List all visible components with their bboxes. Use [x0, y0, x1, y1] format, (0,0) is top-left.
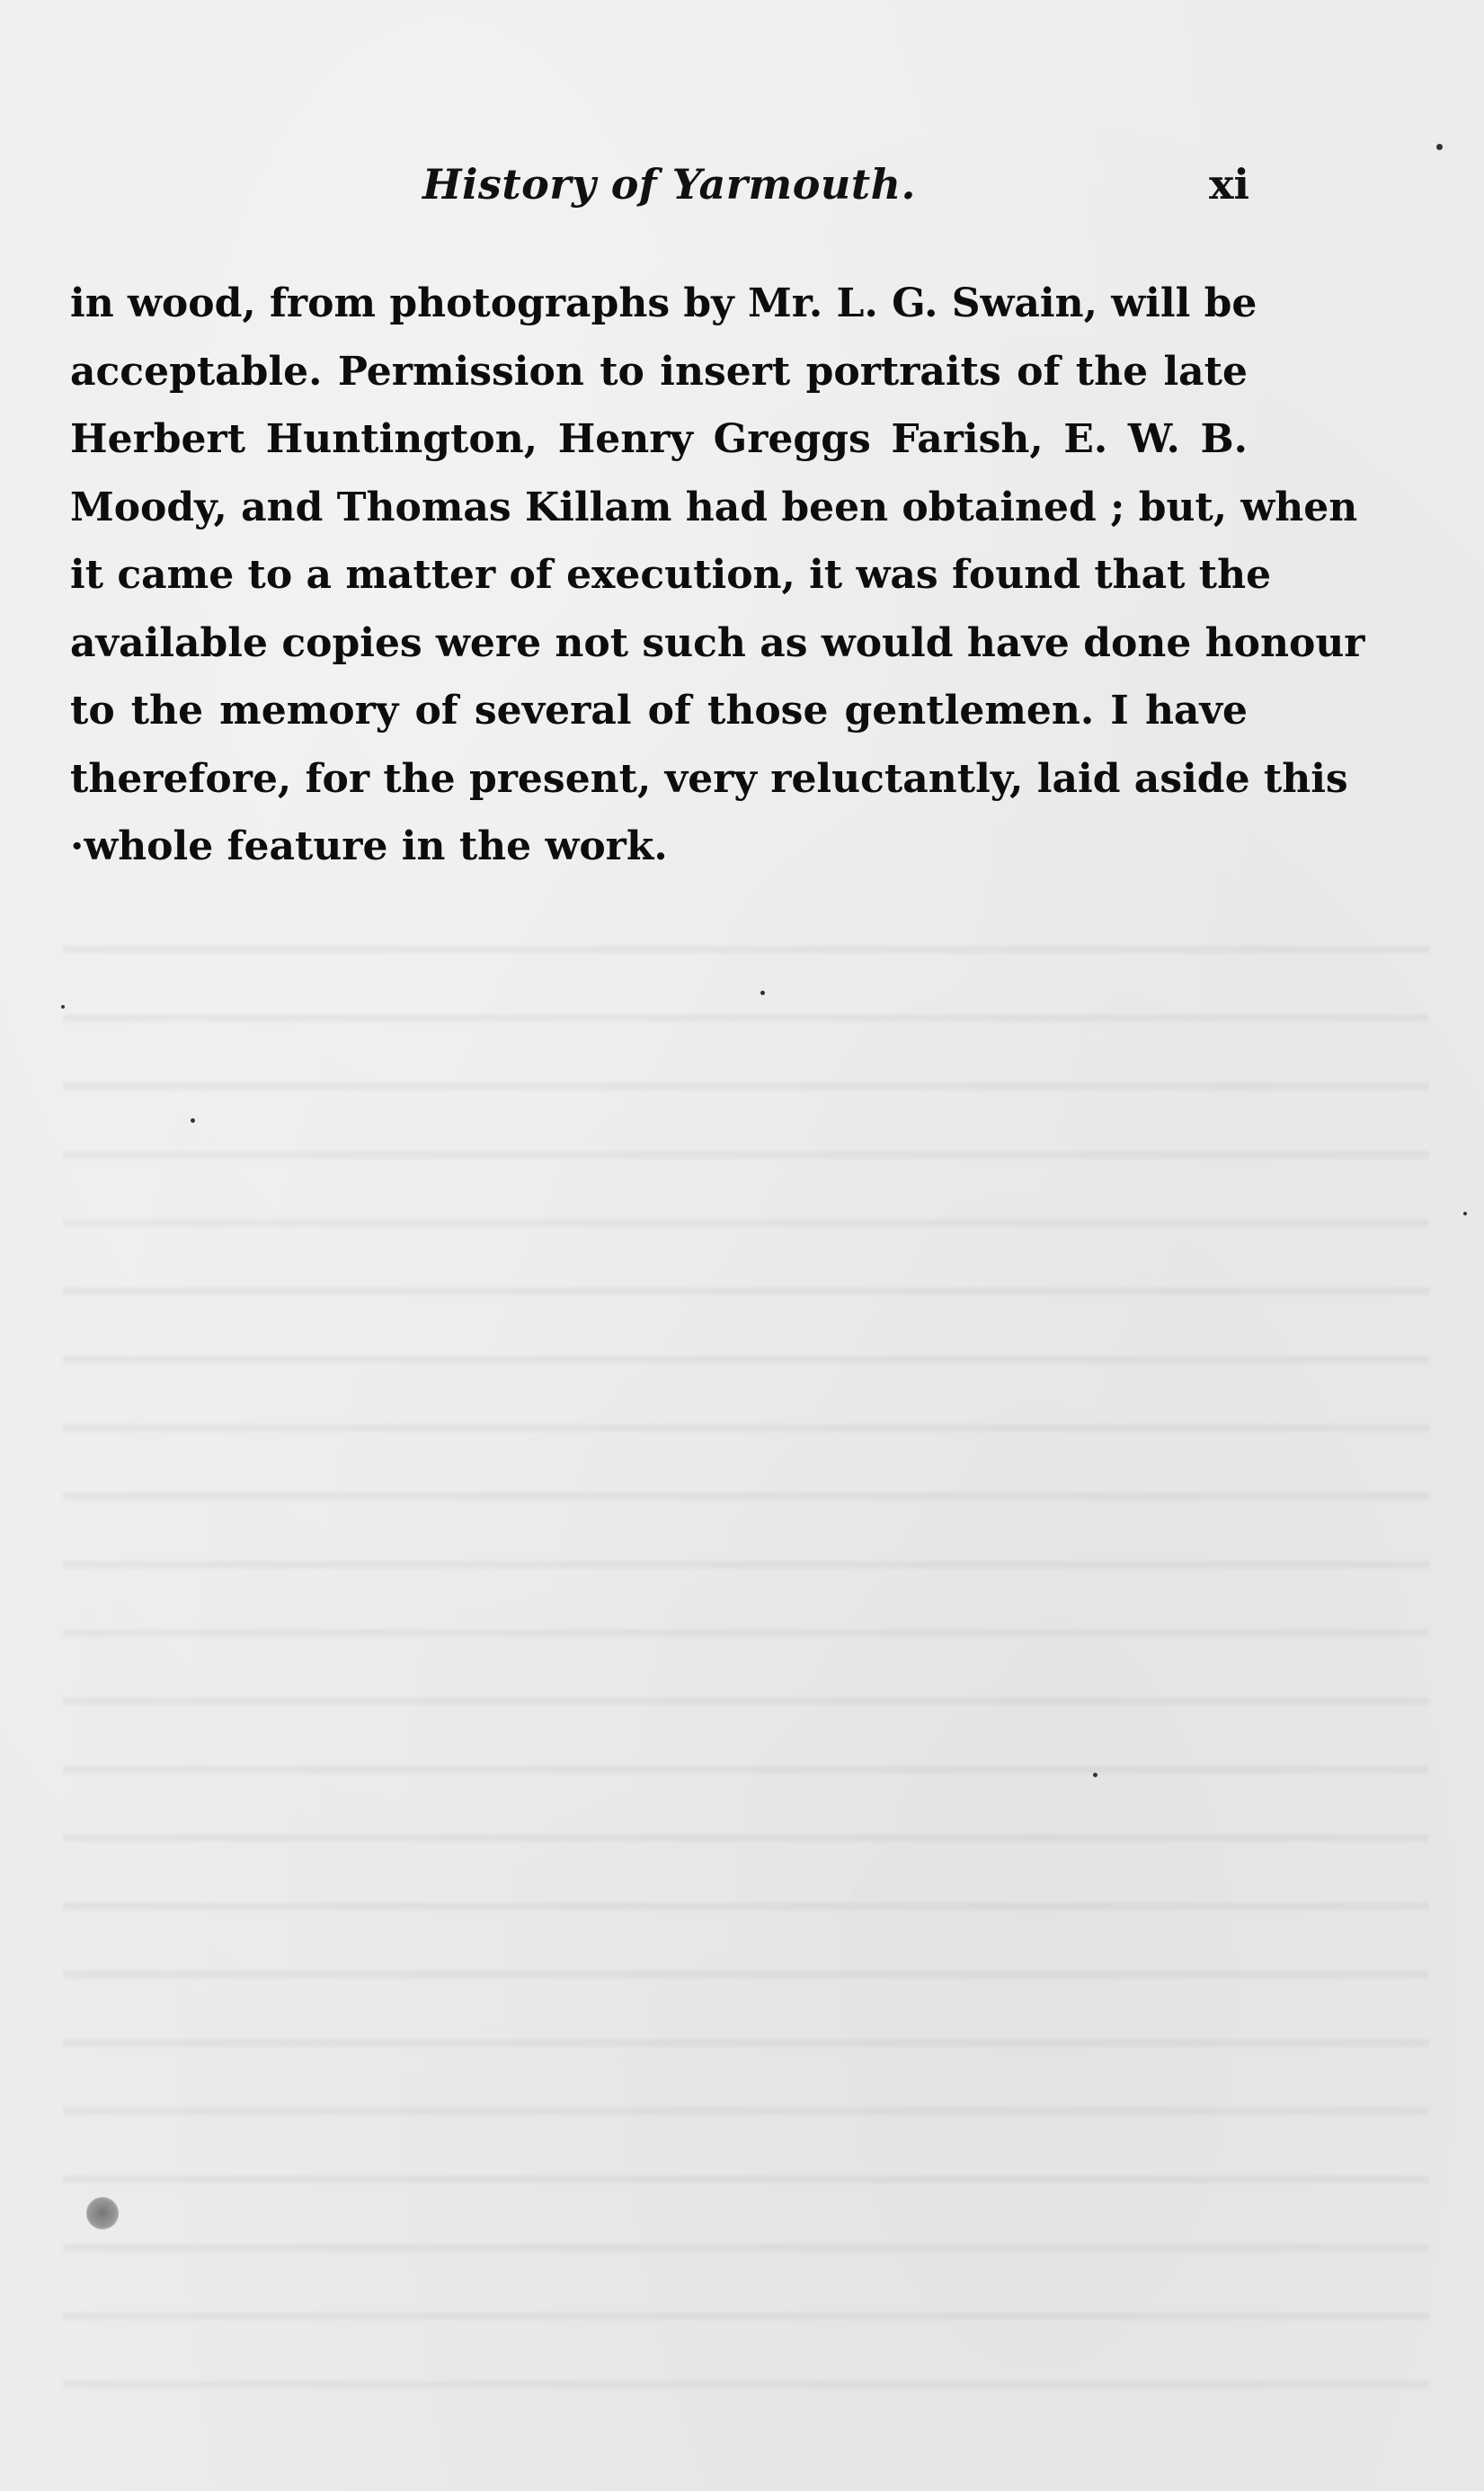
ink-speck [1436, 144, 1443, 150]
text-line: Moody, and Thomas Killam had been obtained ; but, when [70, 484, 1358, 530]
ink-speck [1463, 1212, 1467, 1215]
text-line: available copies were not such as would have done honour [70, 619, 1365, 666]
page-header [422, 160, 1249, 223]
running-title: History of Yarmouth. [422, 160, 917, 209]
text-line: ·whole feature in the work. [70, 823, 668, 869]
ink-blot [86, 2197, 119, 2229]
text-line: Herbert Huntington, Henry Greggs Farish, E. W. B. [70, 416, 1248, 462]
ink-speck [191, 1118, 195, 1123]
text-line: in wood, from photographs by Mr. L. G. Swain, will be [70, 280, 1257, 326]
text-line: therefore, for the present, very reluctantly, laid aside this [70, 755, 1348, 802]
text-line: to the memory of several of those gentlemen. I have [70, 688, 1248, 734]
body-paragraph [70, 270, 1365, 881]
page-number: xi [1209, 160, 1249, 209]
ink-speck [61, 1005, 65, 1009]
text-line: it came to a matter of execution, it was found that the [70, 552, 1272, 598]
show-through-text [63, 899, 1429, 2445]
ink-speck [1093, 1773, 1097, 1777]
text-line: acceptable. Permission to insert portraits of the late [70, 348, 1248, 395]
ink-speck [760, 991, 765, 995]
